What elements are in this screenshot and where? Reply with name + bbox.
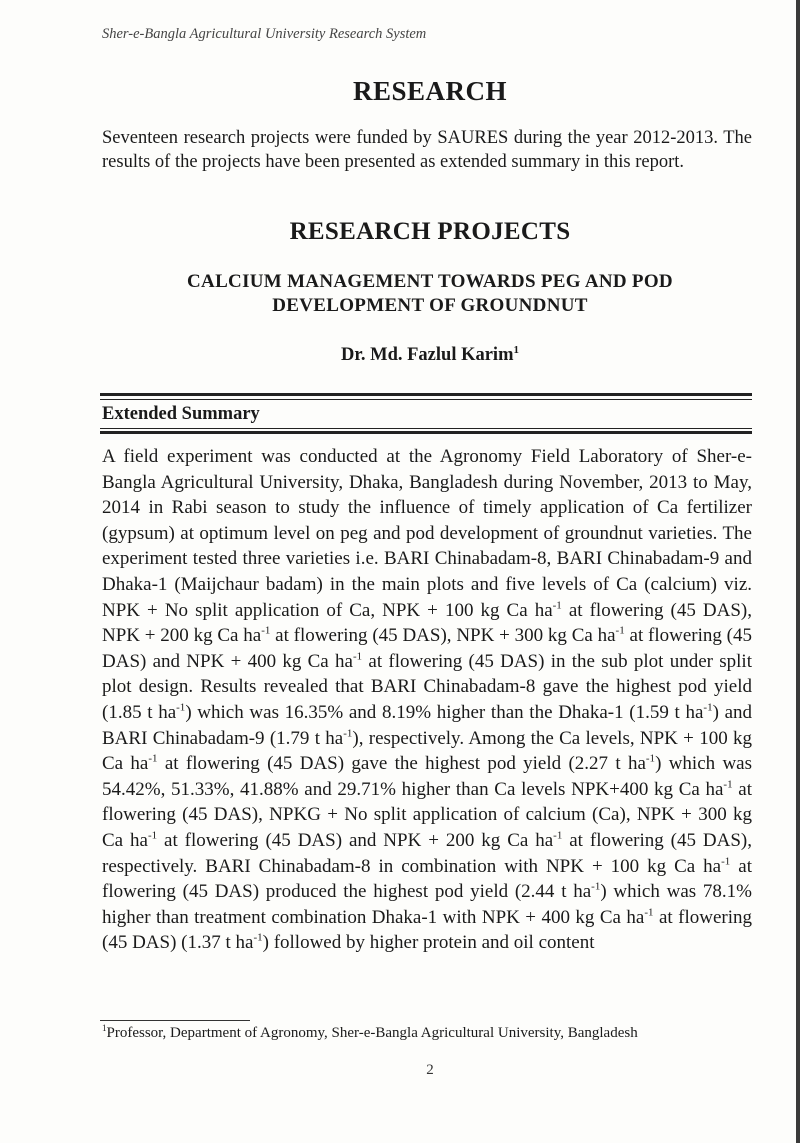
section-title: RESEARCH [352,76,508,106]
projects-title: RESEARCH PROJECTS [289,218,571,245]
summary-heading: Extended Summary [102,404,260,424]
summary-body: A field experiment was conducted at the Agronomy Field Laboratory of Sher-e-Bangla Agricultural University, Dhaka, Bangladesh during November, 2013 to May, 2014 in Rabi season to study the influence of timely application of Ca fertilizer (gypsum) at optimum level on peg and pod development of groundnut varieties. The experiment tested three varieties i.e. BARI Chinabadam-8, BARI Chinabadam-9 and Dhaka-1 (Maijchaur badam) in the main plots and five levels of Ca (calcium) viz. NPK + No split application of Ca, NPK + 100 kg Ca $ha^{-1}$ at flowering (45 DAS), NPK + 200 kg Ca $ha^{-1}$ at flowering (45 DAS), NPK + 300 kg Ca $ha^{-1}$ at flowering (45 DAS) and NPK + 400 kg Ca $ha^{-1}$ at flowering (45 DAS) in the sub plot under split plot design. Results revealed that BARI Chinabadam-8 gave the highest pod yield (1.85 t $ha^{-1}$) which was 16.35% and 8.19% higher than the Dhaka-1 (1.59 t $ha^{-1}$) and BARI Chinabadam-9 (1.79 t $ha^{-1}$), respectively. Among the Ca levels, NPK + 100 kg Ca $ha^{-1}$ at flowering (45 DAS) gave the highest pod yield (2.27 t $ha^{-1}$) which was 54.42%, 51.33%, 41.88% and 29.71% higher than Ca levels NPK+400 kg Ca $ha^{-1}$ at flowering (45 DAS), NPKG + No split application of calcium (Ca), NPK + 300 kg Ca $ha^{-1}$ at flowering (45 DAS) and NPK + 200 kg Ca $ha^{-1}$ at flowering (45 DAS), respectively. BARI Chinabadam-8 in combination with NPK + 100 kg Ca $ha^{-1}$ at flowering (45 DAS) produced the highest pod yield (2.44 t $ha^{-1}$) which was 78.1% higher than treatment combination Dhaka-1 with NPK + 400 kg Ca $ha^{-1}$ at flowering (45 DAS) (1.37 t $ha^{-1}$) followed by higher protein and oil content [102,446,753,954]
page-edge-shadow [796,0,800,1143]
intro-paragraph: Seventeen research projects were funded by SAURES during the year 2012-2013. The results of the projects have been presented as extended summary in this report. [102,128,752,172]
rule-bottom-thick [100,431,752,434]
author-name: Dr. Md. Fazlul Karim [341,345,514,366]
footnote-text: Professor, Department of Agronomy, Sher-e-Bangla Agricultural University, Bangladesh [106,1025,638,1041]
rule-top-thin [100,399,752,400]
footnote [102,1023,638,1042]
author-line [0,344,800,366]
footnote-mark: 1 [102,1023,107,1033]
page-number: 2 [426,1062,434,1078]
footnote-rule [100,1020,250,1021]
author-note-mark: 1 [513,344,519,356]
rule-bottom-thin [100,428,752,429]
project-title: CALCIUM MANAGEMENT TOWARDS PEG AND POD DEVELOPMENT OF GROUNDNUT [187,271,673,316]
running-head: Sher-e-Bangla Agricultural University Research System [102,26,427,42]
rule-top-thick [100,393,752,396]
